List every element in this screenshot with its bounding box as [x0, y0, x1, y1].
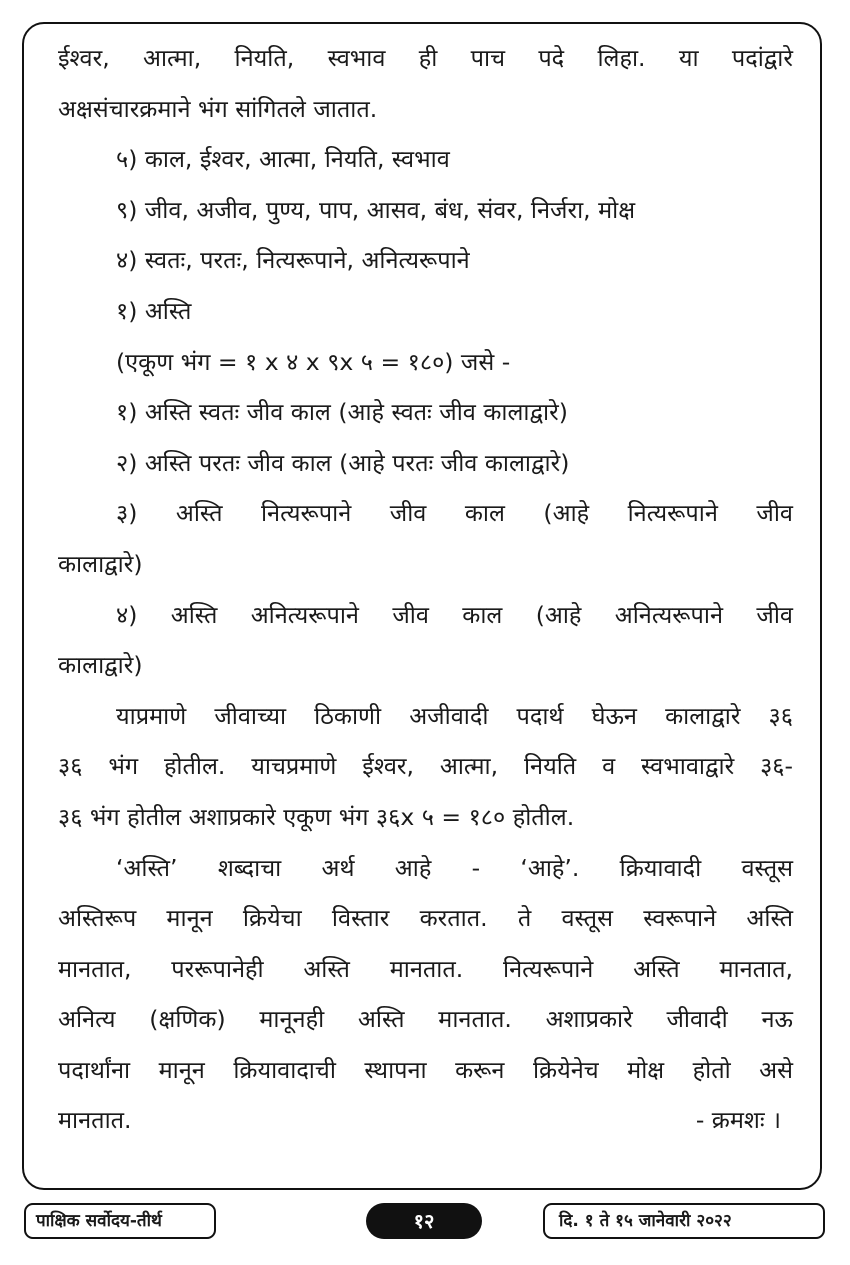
page-footer — [0, 1203, 850, 1239]
paragraph-line: याप्रमाणे जीवाच्या ठिकाणी अजीवादी पदार्थ घेऊन कालाद्वारे ३६ — [116, 701, 793, 730]
list-item: ९) जीव, अजीव, पुण्य, पाप, आसव, बंध, संवर, निर्जरा, मोक्ष — [116, 195, 636, 224]
example-line: कालाद्वारे) — [58, 549, 143, 578]
list-item: ५) काल, ईश्वर, आत्मा, नियति, स्वभाव — [116, 145, 450, 174]
example-line: २) अस्ति परतः जीव काल (आहे परतः जीव कालाद्वारे) — [116, 448, 570, 477]
continued-note: - क्रमशः । — [695, 1106, 781, 1135]
publication-name: पाक्षिक सर्वोदय-तीर्थ — [24, 1203, 216, 1239]
paragraph-line: अस्तिरूप मानून क्रियेचा विस्तार करतात. ते वस्तूस स्वरूपाने अस्ति — [58, 904, 793, 933]
formula-line: (एकूण भंग = १ x ४ x ९x ५ = १८०) जसे - — [116, 347, 511, 376]
text-line: अक्षसंचारक्रमाने भंग सांगितले जातात. — [58, 94, 378, 123]
last-line-text: मानतात. — [58, 1106, 132, 1135]
page-number: १२ — [366, 1203, 482, 1239]
paragraph-line: मानतात, पररूपानेही अस्ति मानतात. नित्यरूपाने अस्ति मानतात, — [58, 954, 793, 983]
example-line: ४) अस्ति अनित्यरूपाने जीव काल (आहे अनित्यरूपाने जीव — [116, 600, 793, 629]
paragraph-line: ३६ भंग होतील. याचप्रमाणे ईश्वर, आत्मा, नियति व स्वभावाद्वारे ३६- — [58, 752, 793, 781]
list-item: ४) स्वतः, परतः, नित्यरूपाने, अनित्यरूपाने — [116, 246, 470, 275]
example-line: कालाद्वारे) — [58, 651, 143, 680]
example-line: ३) अस्ति नित्यरूपाने जीव काल (आहे नित्यरूपाने जीव — [116, 499, 793, 528]
example-line: १) अस्ति स्वतः जीव काल (आहे स्वतः जीव कालाद्वारे) — [116, 398, 568, 427]
issue-date: दि. १ ते १५ जानेवारी २०२२ — [543, 1203, 825, 1239]
text-line: ईश्वर, आत्मा, नियति, स्वभाव ही पाच पदे लिहा. या पदांद्वारे — [58, 44, 793, 72]
paragraph-line: ३६ भंग होतील अशाप्रकारे एकूण भंग ३६x ५ = १८० होतील. — [58, 802, 575, 831]
paragraph-line: अनित्य (क्षणिक) मानूनही अस्ति मानतात. अशाप्रकारे जीवादी नऊ — [58, 1005, 793, 1034]
body-text — [58, 33, 793, 1146]
paragraph-last-line — [58, 1095, 793, 1146]
paragraph-line: पदार्थांना मानून क्रियावादाची स्थापना करून क्रियेनेच मोक्ष होतो असे — [58, 1055, 793, 1084]
list-item: १) अस्ति — [116, 296, 192, 325]
paragraph-line: ‘अस्ति’ शब्दाचा अर्थ आहे - ‘आहे’. क्रियावादी वस्तूस — [116, 853, 793, 882]
